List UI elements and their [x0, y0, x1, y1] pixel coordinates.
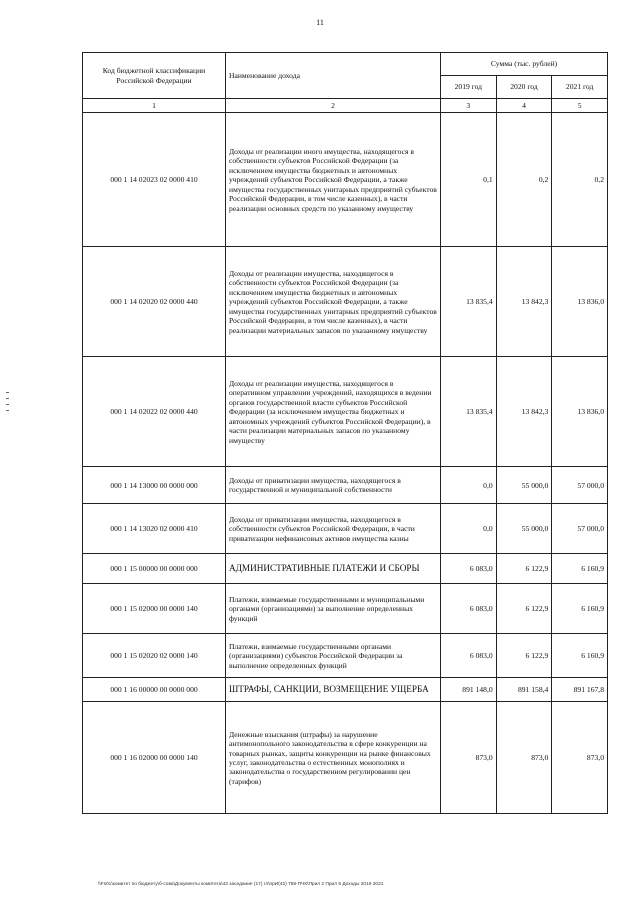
row-value-2019: 6 083,0: [441, 554, 497, 584]
row-code: 000 1 15 00000 00 0000 000: [83, 554, 226, 584]
header-sum: Сумма (тыс. рублей): [441, 53, 608, 76]
row-name: Доходы от реализации имущества, находящегося в собственности субъектов Российской Федерации (за исключением имущества бюджетных и автономных учреждений субъектов Российской Федерации, а также имущества государственных унитарных предприятий субъектов Российской Федерации, в том числе казенных), в части реализации материальных запасов по указанному имуществу: [226, 247, 441, 357]
row-code: 000 1 14 02022 02 0000 440: [83, 357, 226, 467]
table-row: [83, 702, 608, 814]
row-value-2021: 873,0: [552, 702, 608, 814]
row-code: 000 1 14 13020 02 0000 410: [83, 504, 226, 554]
row-code: 000 1 15 02020 02 0000 140: [83, 634, 226, 678]
row-name: ШТРАФЫ, САНКЦИИ, ВОЗМЕЩЕНИЕ УЩЕРБА: [226, 678, 441, 702]
row-value-2020: 13 842,3: [496, 357, 552, 467]
row-name: АДМИНИСТРАТИВНЫЕ ПЛАТЕЖИ И СБОРЫ: [226, 554, 441, 584]
row-code: 000 1 14 13000 00 0000 000: [83, 467, 226, 504]
table-row: [83, 357, 608, 467]
row-name: Платежи, взимаемые государственными органами (организациями) субъектов Российской Федерации за выполнение определенных функций: [226, 634, 441, 678]
table-row: [83, 584, 608, 634]
row-value-2021: 0,2: [552, 113, 608, 247]
table-row: [83, 467, 608, 504]
row-value-2020: 6 122,9: [496, 584, 552, 634]
row-value-2020: 0,2: [496, 113, 552, 247]
row-value-2019: 6 083,0: [441, 584, 497, 634]
row-value-2019: 0,1: [441, 113, 497, 247]
row-value-2019: 873,0: [441, 702, 497, 814]
row-value-2019: 891 148,0: [441, 678, 497, 702]
margin-marks: [6, 392, 10, 416]
row-name: Доходы от реализации иного имущества, находящегося в собственности субъектов Российской Федерации (за исключением имущества бюджетных и автономных учреждений субъектов Российской Федерации, а также имущества государственных унитарных предприятий субъектов Российской Федерации, в том числе казенных), в части реализации основных средств по указанному имуществу: [226, 113, 441, 247]
table-row: [83, 678, 608, 702]
col-number: 4: [496, 99, 552, 113]
row-value-2019: 13 835,4: [441, 247, 497, 357]
row-value-2020: 873,0: [496, 702, 552, 814]
col-number: 5: [552, 99, 608, 113]
row-value-2021: 6 160,9: [552, 634, 608, 678]
row-value-2020: 55 000,0: [496, 504, 552, 554]
row-value-2021: 13 836,0: [552, 357, 608, 467]
row-value-2020: 891 158,4: [496, 678, 552, 702]
row-value-2021: 891 167,8: [552, 678, 608, 702]
row-name: Денежные взыскания (штрафы) за нарушение антимонопольного законодательства в сфере конкуренции на товарных рынках, защиты конкуренции на рынке финансовых услуг, законодательства о естественных монополиях и законодательства о государственном регулировании цен (тарифов): [226, 702, 441, 814]
row-name: Доходы от приватизации имущества, находящегося в государственной и муниципальной собственности: [226, 467, 441, 504]
row-name: Платежи, взимаемые государственными и муниципальными органами (организациями) за выполнение определенных функций: [226, 584, 441, 634]
header-year-2020: 2020 год: [496, 76, 552, 99]
row-value-2019: 6 083,0: [441, 634, 497, 678]
table-row: [83, 113, 608, 247]
page-number: 11: [316, 18, 324, 27]
col-number: 1: [83, 99, 226, 113]
row-value-2019: 0,0: [441, 504, 497, 554]
row-value-2020: 55 000,0: [496, 467, 552, 504]
row-value-2020: 6 122,9: [496, 634, 552, 678]
row-value-2021: 13 836,0: [552, 247, 608, 357]
row-name: Доходы от реализации имущества, находящегося в оперативном управлении учреждений, находящихся в ведении органов государственной власти субъектов Российской Федерации (за исключением имущества бюджетных и автономных учреждений субъектов Российской Федерации), в части реализации материальных запасов по указанному имуществу: [226, 357, 441, 467]
header-year-2019: 2019 год: [441, 76, 497, 99]
file-path-footer: \\Fs01\комитет по бюджету\б-сова\Документы комитета\42 заседание (17) гл\прИ(42) 759-ПЧК\Прил 2 Прил 5 Доходы 2019 2021: [98, 882, 384, 887]
col-number: 2: [226, 99, 441, 113]
col-number: 3: [441, 99, 497, 113]
row-code: 000 1 16 00000 00 0000 000: [83, 678, 226, 702]
row-value-2021: 6 160,9: [552, 584, 608, 634]
table-row: [83, 247, 608, 357]
table-row: [83, 554, 608, 584]
table-row: [83, 504, 608, 554]
row-value-2021: 57 000,0: [552, 467, 608, 504]
row-value-2019: 0,0: [441, 467, 497, 504]
header-year-2021: 2021 год: [552, 76, 608, 99]
row-value-2021: 6 160,9: [552, 554, 608, 584]
row-name: Доходы от приватизации имущества, находящегося в собственности субъектов Российской Федерации, в части приватизации нефинансовых активов имущества казны: [226, 504, 441, 554]
row-code: 000 1 14 02020 02 0000 440: [83, 247, 226, 357]
row-code: 000 1 14 02023 02 0000 410: [83, 113, 226, 247]
row-value-2019: 13 835,4: [441, 357, 497, 467]
row-code: 000 1 16 02000 00 0000 140: [83, 702, 226, 814]
table-row: [83, 634, 608, 678]
row-value-2020: 6 122,9: [496, 554, 552, 584]
row-value-2020: 13 842,3: [496, 247, 552, 357]
row-value-2021: 57 000,0: [552, 504, 608, 554]
row-code: 000 1 15 02000 00 0000 140: [83, 584, 226, 634]
revenue-table: [82, 52, 608, 814]
header-code: Код бюджетной классификации Российской Федерации: [83, 53, 226, 99]
header-name: Наименование дохода: [226, 53, 441, 99]
